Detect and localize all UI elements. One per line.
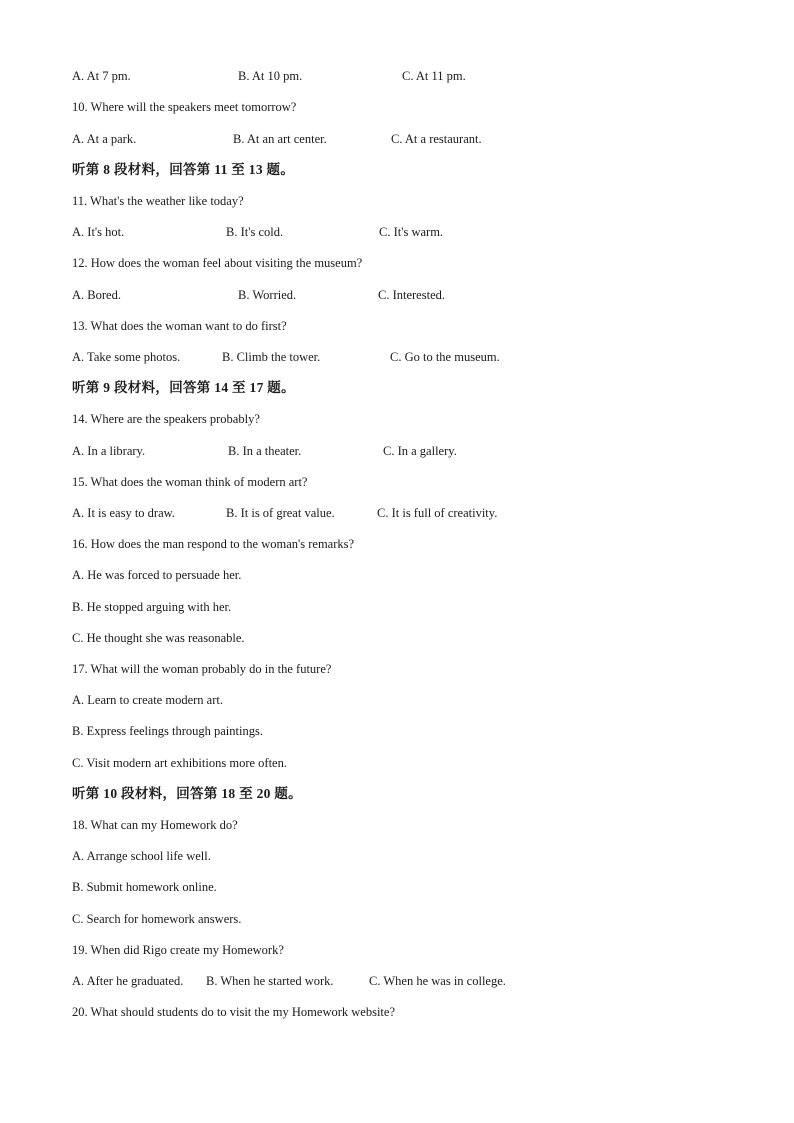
option-a: A. In a library.	[72, 444, 146, 458]
option-a: A. At 7 pm.	[72, 69, 131, 83]
question-13: 13. What does the woman want to do first?	[72, 319, 287, 333]
option-line: A. He was forced to persuade her.	[72, 568, 242, 582]
option-a: A. It is easy to draw.	[72, 506, 175, 520]
question-14: 14. Where are the speakers probably?	[72, 412, 260, 426]
option-a: A. Take some photos.	[72, 350, 181, 364]
option-c: C. It's warm.	[379, 225, 444, 239]
option-c: C. Interested.	[378, 288, 445, 302]
option-b: B. Climb the tower.	[222, 350, 321, 364]
option-b: B. At 10 pm.	[238, 69, 303, 83]
section-heading-9: 听第 9 段材料，回答第 14 至 17 题。	[72, 380, 295, 395]
option-line: B. Express feelings through paintings.	[72, 724, 263, 738]
option-line: C. Search for homework answers.	[72, 912, 242, 926]
option-c: C. At a restaurant.	[391, 132, 482, 146]
option-a: A. At a park.	[72, 132, 137, 146]
option-line: C. Visit modern art exhibitions more often.	[72, 756, 287, 770]
question-12: 12. How does the woman feel about visiting the museum?	[72, 256, 363, 270]
option-b: B. At an art center.	[233, 132, 327, 146]
option-c: C. At 11 pm.	[402, 69, 466, 83]
option-b: B. When he started work.	[206, 974, 334, 988]
option-c: C. In a gallery.	[383, 444, 457, 458]
question-17: 17. What will the woman probably do in the future?	[72, 662, 332, 676]
option-c: C. It is full of creativity.	[377, 506, 498, 520]
option-line: A. Arrange school life well.	[72, 849, 211, 863]
option-c: C. When he was in college.	[369, 974, 506, 988]
section-heading-10: 听第 10 段材料，回答第 18 至 20 题。	[72, 786, 302, 801]
question-20: 20. What should students do to visit the my Homework website?	[72, 1005, 395, 1019]
question-19: 19. When did Rigo create my Homework?	[72, 943, 284, 957]
option-b: B. It's cold.	[226, 225, 284, 239]
question-15: 15. What does the woman think of modern art?	[72, 475, 308, 489]
option-a: A. Bored.	[72, 288, 121, 302]
question-16: 16. How does the man respond to the woman's remarks?	[72, 537, 355, 551]
question-10: 10. Where will the speakers meet tomorrow?	[72, 100, 297, 114]
section-heading-8: 听第 8 段材料，回答第 11 至 13 题。	[72, 162, 295, 177]
option-b: B. Worried.	[238, 288, 297, 302]
option-b: B. In a theater.	[228, 444, 302, 458]
option-line: C. He thought she was reasonable.	[72, 631, 245, 645]
option-a: A. It's hot.	[72, 225, 125, 239]
option-line: B. Submit homework online.	[72, 880, 217, 894]
option-line: B. He stopped arguing with her.	[72, 600, 232, 614]
option-b: B. It is of great value.	[226, 506, 335, 520]
option-c: C. Go to the museum.	[390, 350, 500, 364]
question-11: 11. What's the weather like today?	[72, 194, 244, 208]
option-a: A. After he graduated.	[72, 974, 184, 988]
question-18: 18. What can my Homework do?	[72, 818, 238, 832]
option-line: A. Learn to create modern art.	[72, 693, 223, 707]
